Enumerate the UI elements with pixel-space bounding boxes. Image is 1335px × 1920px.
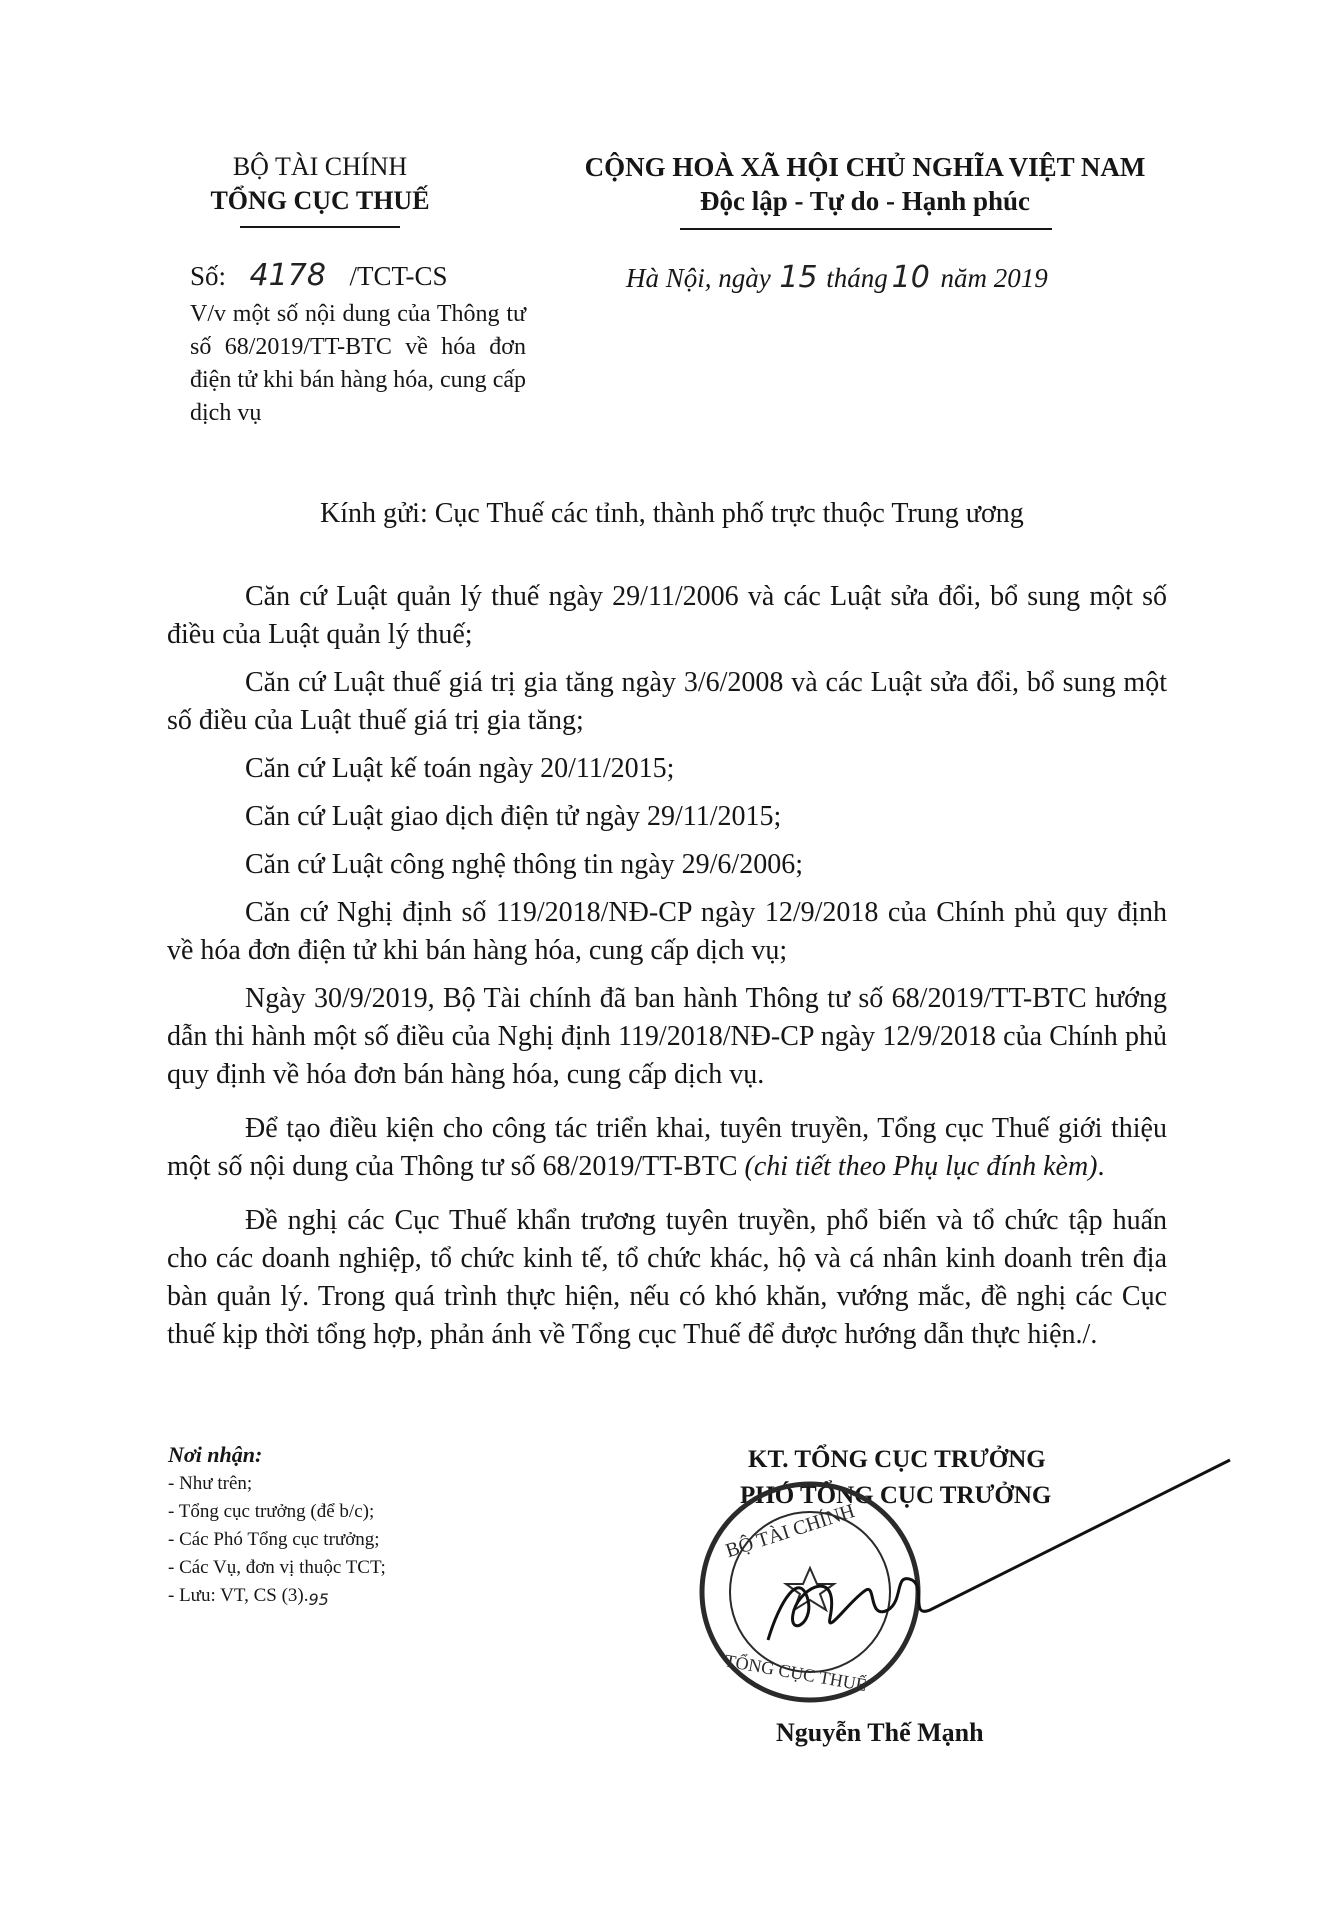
official-seal-and-signature bbox=[690, 1450, 1250, 1750]
seal-lettering: BỘ TÀI CHÍNH bbox=[723, 1499, 858, 1563]
date-month-label: tháng bbox=[826, 263, 888, 293]
signature-title: PHÓ TỔNG CỤC TRƯỞNG bbox=[740, 1482, 1052, 1509]
recipient-item: - Các Vụ, đơn vị thuộc TCT; bbox=[168, 1557, 386, 1578]
ministry-name: BỘ TÀI CHÍNH bbox=[232, 152, 408, 181]
basis-tax-admin-law: Căn cứ Luật quản lý thuế ngày 29/11/2006 và các Luật sửa đổi, bổ sung một số điều của Luật quản lý thuế; bbox=[167, 581, 1167, 650]
recipient-item bbox=[168, 1582, 386, 1614]
recipients-block bbox=[168, 1442, 386, 1614]
basis-vat-law: Căn cứ Luật thuế giá trị gia tăng ngày 3/6/2008 và các Luật sửa đổi, bổ sung một số điều của Luật thuế giá trị gia tăng; bbox=[167, 667, 1167, 736]
seal-lettering-bottom: TỔNG CỤC THUẾ bbox=[723, 1650, 869, 1696]
introduction-end: . bbox=[1097, 1151, 1105, 1182]
date-year: năm 2019 bbox=[940, 263, 1048, 293]
doc-number-suffix: /TCT-CS bbox=[349, 261, 448, 291]
doc-number-handwritten: 4178 bbox=[249, 258, 326, 293]
date-line bbox=[626, 260, 1048, 295]
request-paragraph: Đề nghị các Cục Thuế khẩn trương tuyên truyền, phổ biến và tổ chức tập huấn cho các doanh nghiệp, tổ chức kinh tế, tổ chức khác, hộ và cá nhân kinh doanh trên địa bàn quản lý. Trong quá trình thực hiện, nếu có khó khăn, vướng mắc, đề nghị các Cục thuế kịp thời tổng hợp, phản ánh về Tổng cục Thuế để được hướng dẫn thực hiện./. bbox=[167, 1205, 1167, 1350]
document-number bbox=[190, 258, 448, 293]
letter-body bbox=[167, 578, 1167, 1364]
recipients-label: Nơi nhận: bbox=[168, 1442, 263, 1467]
date-day-handwritten: 15 bbox=[779, 260, 818, 295]
recipient-item: - Các Phó Tổng cục trưởng; bbox=[168, 1529, 380, 1550]
basis-it-law: Căn cứ Luật công nghệ thông tin ngày 29/6/2006; bbox=[245, 849, 803, 880]
appendix-reference: (chi tiết theo Phụ lục đính kèm) bbox=[744, 1151, 1098, 1182]
signature-on-behalf: KT. TỔNG CỤC TRƯỞNG bbox=[748, 1446, 1046, 1473]
recipient-archive: - Lưu: VT, CS (3). bbox=[168, 1585, 309, 1606]
signatory-name: Nguyễn Thế Mạnh bbox=[776, 1718, 984, 1747]
country-name: CỘNG HOÀ XÃ HỘI CHỦ NGHĨA VIỆT NAM bbox=[584, 152, 1146, 182]
motto-underline bbox=[680, 228, 1052, 230]
basis-accounting-law: Căn cứ Luật kế toán ngày 20/11/2015; bbox=[245, 753, 675, 784]
introduction-paragraph bbox=[167, 1110, 1167, 1186]
document-subject: V/v một số nội dung của Thông tư số 68/2019/TT-BTC về hóa đơn điện tử khi bán hàng hóa, cung cấp dịch vụ bbox=[190, 301, 526, 426]
recipient-item: - Tổng cục trưởng (để b/c); bbox=[168, 1501, 375, 1522]
circular-68-paragraph: Ngày 30/9/2019, Bộ Tài chính đã ban hành Thông tư số 68/2019/TT-BTC hướng dẫn thi hành một số điều của Nghị định 119/2018/NĐ-CP ngày 12/9/2018 của Chính phủ quy định về hóa đơn bán hàng hóa, cung cấp dịch vụ. bbox=[167, 983, 1167, 1090]
date-month-handwritten: 10 bbox=[891, 260, 930, 295]
recipient-item: - Như trên; bbox=[168, 1473, 253, 1494]
official-seal bbox=[702, 1484, 918, 1700]
department-underline bbox=[240, 226, 400, 228]
date-place: Hà Nội, ngày bbox=[626, 263, 771, 293]
archive-handwritten-note: 95 bbox=[308, 1590, 329, 1609]
doc-number-prefix: Số: bbox=[190, 261, 227, 291]
addressee-line: Kính gửi: Cục Thuế các tỉnh, thành phố trực thuộc Trung ương bbox=[320, 498, 1024, 529]
introduction-text: Để tạo điều kiện cho công tác triển khai, tuyên truyền, Tổng cục Thuế giới thiệu một số nội dung của Thông tư số 68/2019/TT-BTC bbox=[167, 1113, 1167, 1182]
basis-e-transaction-law: Căn cứ Luật giao dịch điện tử ngày 29/11/2015; bbox=[245, 801, 782, 832]
basis-decree-119: Căn cứ Nghị định số 119/2018/NĐ-CP ngày 12/9/2018 của Chính phủ quy định về hóa đơn điện tử khi bán hàng hóa, cung cấp dịch vụ; bbox=[167, 897, 1167, 966]
national-motto: Độc lập - Tự do - Hạnh phúc bbox=[699, 186, 1031, 216]
department-name: TỔNG CỤC THUẾ bbox=[210, 186, 430, 215]
